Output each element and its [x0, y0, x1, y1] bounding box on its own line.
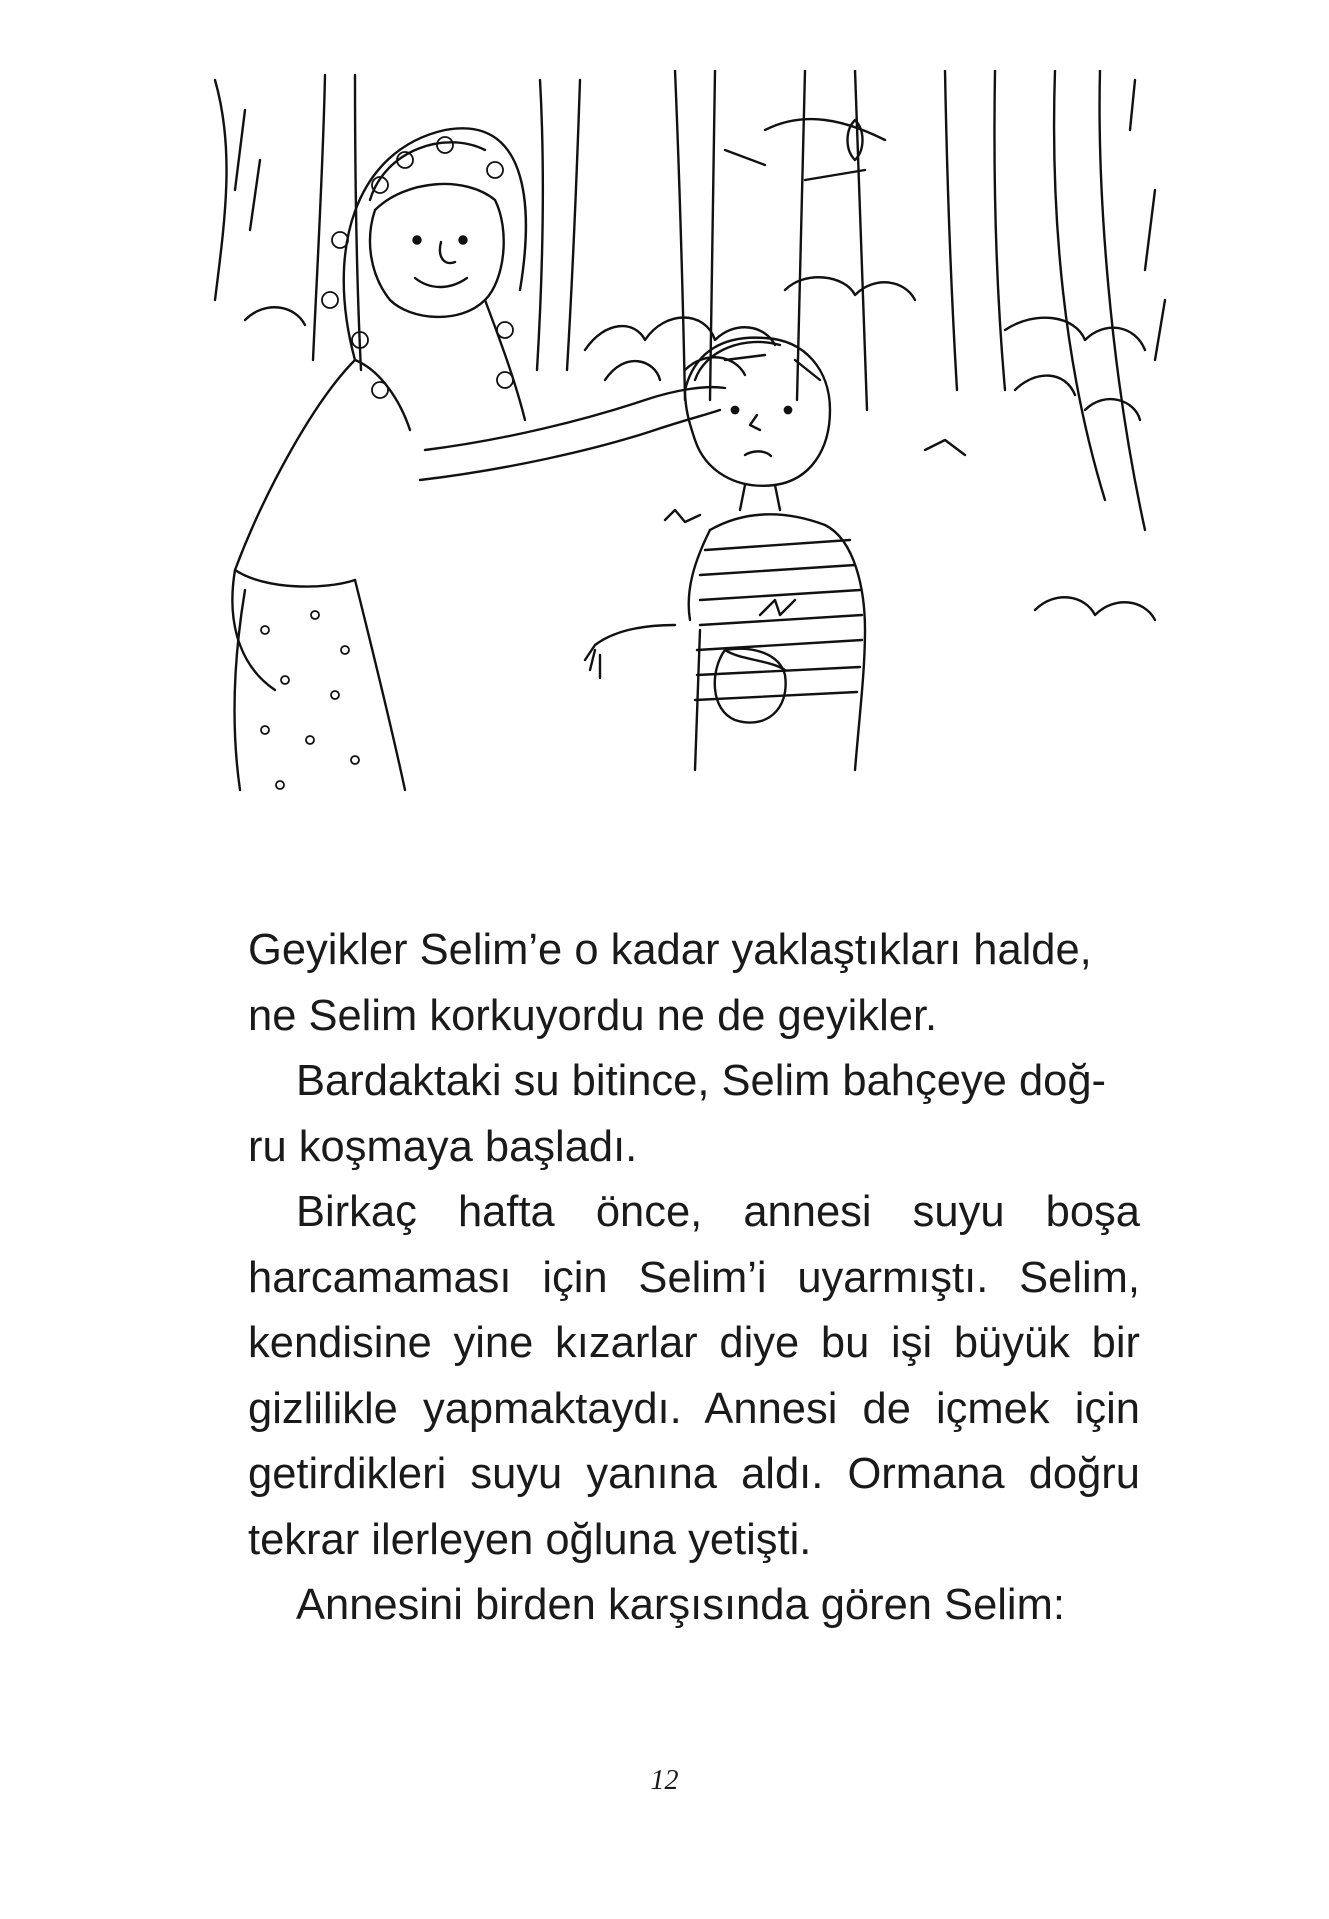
story-line: ru koşmaya başladı.	[248, 1122, 638, 1171]
story-line: getirdikleri suyu yanına aldı. Ormana doğru	[248, 1450, 1140, 1498]
story-line: Bardaktaki su bitince, Selim bahçeye doğ-	[296, 1057, 1107, 1105]
bushes	[245, 277, 1155, 620]
story-line: gizlilikle yapmaktaydı. Annesi de içmek için	[248, 1384, 1140, 1433]
story-line: Birkaç hafta önce, annesi suyu boşa	[296, 1188, 1140, 1236]
story-line: Annesini birden karşısında gören Selim:	[296, 1581, 1065, 1629]
mother-figure	[232, 128, 725, 790]
story-line: harcamaması için Selim’i uyarmıştı. Selim,	[248, 1253, 1140, 1302]
story-line: kendisine yine kızarlar diye bu işi büyük bir	[248, 1319, 1140, 1367]
dress-dots-icon	[261, 611, 359, 789]
page-number: 12	[650, 1765, 679, 1796]
story-line: ne Selim korkuyordu ne de geyikler.	[248, 991, 938, 1040]
boy-figure	[585, 338, 865, 770]
story-illustration	[205, 70, 1185, 870]
story-line: Geyikler Selim’e o kadar yaklaştıkları halde,	[248, 926, 1092, 974]
flower-pattern-icon	[322, 137, 513, 398]
story-text	[248, 918, 1140, 1639]
story-line: tekrar ilerleyen oğluna yetişti.	[248, 1515, 812, 1564]
forest-trees	[215, 70, 1165, 530]
